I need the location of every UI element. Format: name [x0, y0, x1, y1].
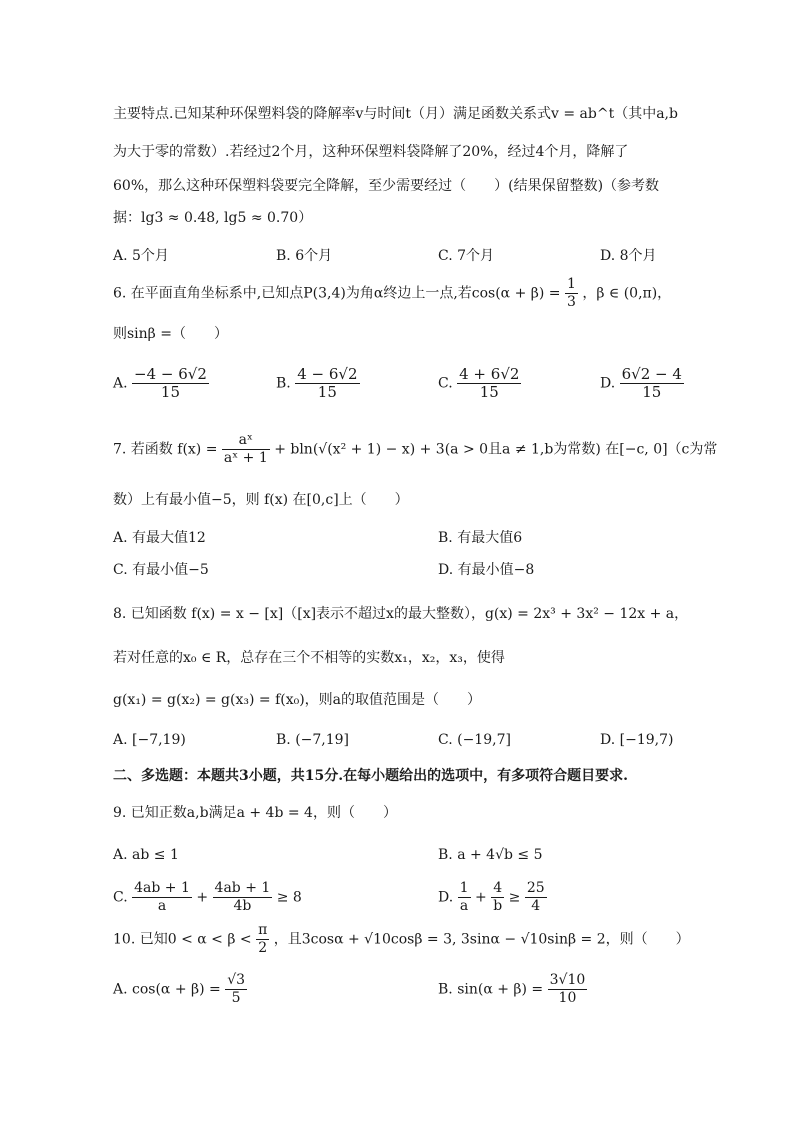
problem10-stem-b: ，且3cosα + √10cosβ = 3, 3sinα − √10sinβ = 2，则（ ）: [273, 931, 690, 948]
fraction-denominator: 10: [558, 990, 577, 1006]
problem9-option-b: B. a + 4√b ≤ 5: [438, 847, 543, 863]
option-label: B.: [276, 375, 291, 392]
fraction-denominator: 2: [258, 940, 268, 956]
problem10-stem: [113, 922, 690, 957]
option-fraction: [295, 366, 359, 401]
problem5-option-a: A. 5个月: [113, 248, 169, 264]
fraction-denominator: 4: [531, 898, 541, 914]
problem7-option-a: A. 有最大值12: [113, 530, 206, 546]
option-fraction: [548, 972, 588, 1007]
fraction-numerator: 4ab + 1: [134, 880, 190, 896]
fraction-numerator: 4 + 6√2: [459, 365, 520, 383]
fraction-denominator: aˣ + 1: [223, 450, 268, 466]
fraction-numerator: √3: [227, 972, 246, 988]
problem10-fraction: [256, 922, 269, 957]
problem8-option-c: C. (−19,7]: [438, 732, 511, 748]
fraction-numerator: 4: [491, 880, 504, 898]
problem7-stem-a: 7. 若函数 f(x) =: [113, 441, 218, 458]
fraction-numerator: −4 − 6√2: [134, 365, 207, 383]
problem6-option-b: [276, 366, 360, 401]
fraction-denominator: 15: [317, 383, 337, 401]
problem5-line2: 为大于零的常数）.若经过2个月，这种环保塑料袋降解了20%，经过4个月，降解了: [113, 144, 629, 160]
option-label: A.: [113, 981, 128, 998]
option-label: D.: [438, 889, 454, 906]
problem7-option-d: D. 有最小值−8: [438, 562, 535, 578]
problem8-option-b: B. (−7,19]: [276, 732, 350, 748]
fraction-numerator: 6√2 − 4: [621, 365, 682, 383]
problem7-fraction: [222, 432, 270, 467]
fraction-denominator: a: [157, 898, 167, 914]
problem6-option-d: [600, 366, 684, 401]
option-fraction: [491, 880, 504, 915]
problem6-fraction: [565, 276, 578, 311]
fraction-denominator: 15: [160, 383, 180, 401]
problem10-option-b: [438, 972, 587, 1007]
inequality-sign: ≥: [508, 889, 521, 906]
problem6-line2: 则sinβ =（ ）: [113, 326, 228, 342]
option-fraction: [225, 972, 247, 1007]
plus-sign: +: [196, 889, 209, 906]
fraction-numerator: π: [258, 922, 268, 938]
fraction-numerator: 1: [566, 276, 576, 292]
problem7-stem: [113, 432, 717, 467]
fraction-numerator: 4 − 6√2: [297, 365, 358, 383]
fraction-numerator: 4ab + 1: [214, 880, 271, 896]
problem9-option-d: [438, 880, 547, 915]
problem8-line2: 若对任意的x₀ ∈ R，总存在三个不相等的实数x₁，x₂，x₃，使得: [113, 650, 505, 666]
problem5-line3: 60%，那么这种环保塑料袋要完全降解，至少需要经过（ ）(结果保留整数)（参考数: [113, 178, 660, 194]
fraction-denominator: b: [493, 898, 503, 914]
problem6-stem-a: 6. 在平面直角坐标系中,已知点P(3,4)为角α终边上一点,若cos(α + β) =: [113, 285, 561, 302]
problem9-option-a: A. ab ≤ 1: [113, 847, 179, 863]
problem8-line1: 8. 已知函数 f(x) = x − [x]（[x]表示不超过x的最大整数），g(x) = 2x³ + 3x² − 12x + a，: [113, 606, 689, 622]
problem6-stem-b: ，β ∈ (0,π)，: [582, 285, 672, 302]
problem6-option-a: [113, 366, 209, 401]
fraction-denominator: 15: [479, 383, 499, 401]
problem8-option-a: A. [−7,19): [113, 732, 186, 748]
plus-sign: +: [475, 889, 487, 906]
fraction-denominator: 15: [642, 383, 662, 401]
problem10-option-a: [113, 972, 247, 1007]
problem7-stem-b: + bln(√(x² + 1) − x) + 3(a > 0且a ≠ 1,b为常数) 在[−c, 0]（c为常: [274, 441, 718, 458]
section2-heading: 二、多选题：本题共3小题，共15分.在每小题给出的选项中，有多项符合题目要求.: [113, 768, 628, 784]
option-label: C.: [113, 889, 128, 906]
option-fraction: [213, 880, 273, 915]
problem5-line4: 据：lg3 ≈ 0.48, lg5 ≈ 0.70）: [113, 210, 313, 226]
problem8-option-d: D. [−19,7): [600, 732, 674, 748]
option-fraction: [620, 366, 684, 401]
problem9-stem: 9. 已知正数a,b满足a + 4b = 4，则（ ）: [113, 805, 397, 821]
option-text: cos(α + β) =: [132, 981, 221, 998]
problem10-stem-a: 10. 已知0 < α < β <: [113, 931, 252, 948]
option-fraction: [132, 880, 192, 915]
problem7-option-b: B. 有最大值6: [438, 530, 523, 546]
fraction-numerator: 25: [526, 880, 545, 896]
fraction-denominator: a: [459, 898, 469, 914]
problem9-option-c: [113, 880, 302, 915]
option-fraction: [525, 880, 547, 915]
fraction-numerator: 1: [459, 880, 469, 896]
problem7-line2: 数）上有最小值−5，则 f(x) 在[0,c]上（ ）: [113, 492, 409, 508]
fraction-numerator: 3√10: [549, 972, 586, 988]
problem7-option-c: C. 有最小值−5: [113, 562, 209, 578]
fraction-numerator: aˣ: [222, 432, 270, 450]
option-label: B.: [438, 981, 453, 998]
fraction-denominator: 3: [566, 294, 576, 310]
problem5-option-c: C. 7个月: [438, 248, 495, 264]
problem5-option-b: B. 6个月: [276, 248, 333, 264]
option-label: C.: [438, 375, 453, 392]
problem8-line3: g(x₁) = g(x₂) = g(x₃) = f(x₀)，则a的取值范围是（ ）: [113, 692, 482, 708]
option-fraction: [457, 366, 521, 401]
problem6-stem: [113, 276, 671, 311]
problem6-option-c: [438, 366, 521, 401]
inequality-tail: ≥ 8: [276, 889, 302, 906]
option-fraction: [132, 366, 209, 401]
option-label: D.: [600, 375, 616, 392]
problem5-option-d: D. 8个月: [600, 248, 657, 264]
option-fraction: [458, 880, 471, 915]
fraction-denominator: 4b: [233, 898, 252, 914]
option-label: A.: [113, 375, 128, 392]
problem5-line1: 主要特点.已知某种环保塑料袋的降解率v与时间t（月）满足函数关系式v = ab^t（其中a,b: [113, 106, 678, 122]
option-text: sin(α + β) =: [457, 981, 544, 998]
fraction-denominator: 5: [231, 990, 241, 1006]
